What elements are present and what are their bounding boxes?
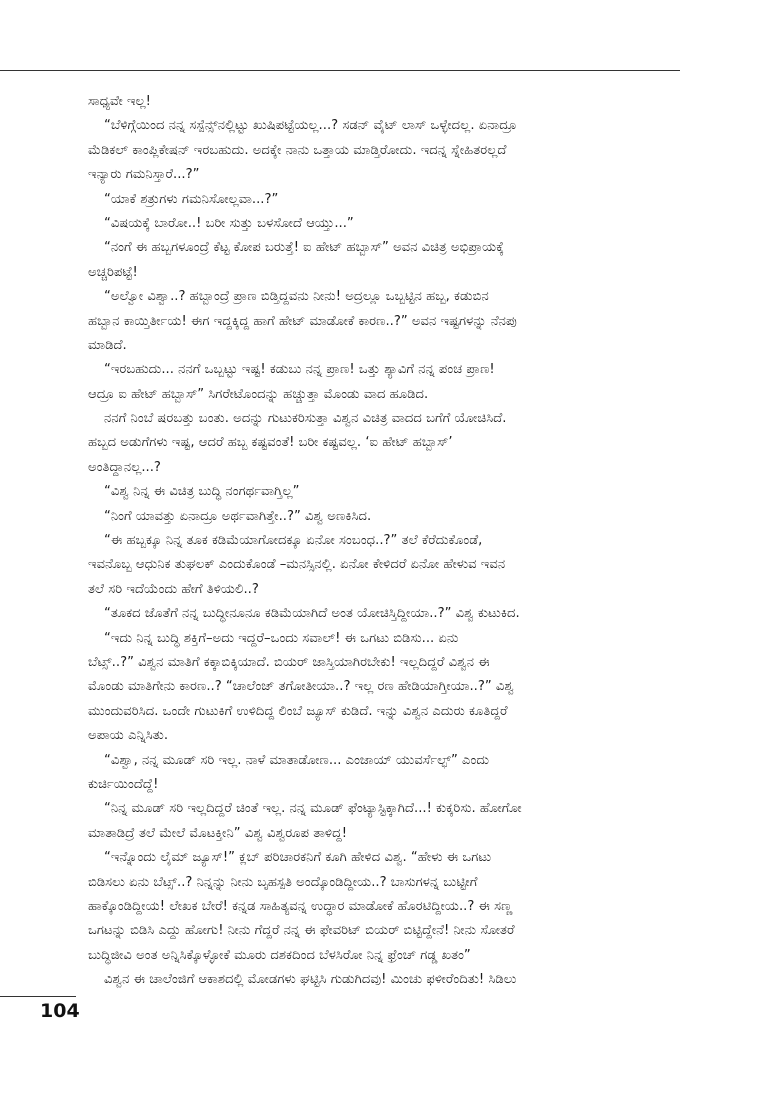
- text-line: ಅಂತಿದ್ದಾನಲ್ಲ...?: [88, 459, 161, 475]
- text-line: “ಇದು ನಿನ್ನ ಬುದ್ಧಿ ಶಕ್ತಿಗೆ–ಅದು ಇದ್ದರೆ–ಒಂದು ಸವಾಲ್! ಈ ಒಗಟು ಬಿಡಿಸು... ಏನು: [104, 630, 459, 646]
- text-line: ಅಚ್ಚರಿಪಟ್ಟೆ!: [88, 264, 138, 280]
- text-line: “ವಿಶ್ವಾ, ನನ್ನ ಮೂಡ್ ಸರಿ ಇಲ್ಲ. ನಾಳೆ ಮಾತಾಡೋಣ... ಎಂಜಾಯ್ ಯುವರ್ಸೆಲ್ಫ್” ಎಂದು: [104, 752, 490, 768]
- top-divider-rule: [0, 70, 680, 71]
- text-line: ಮೆಡಿಕಲ್ ಕಾಂಪ್ಲಿಕೇಷನ್ ಇರಬಹುದು. ಅದಕ್ಕೇ ನಾನು ಒತ್ತಾಯ ಮಾಡ್ತಿರೋದು. ಇದನ್ನ ಸ್ನೇಹಿತರಲ್ಲದೆ: [88, 142, 507, 158]
- text-line: “ನಿನ್ನ ಮೂಡ್ ಸರಿ ಇಲ್ಲದಿದ್ದರೆ ಚಿಂತೆ ಇಲ್ಲ. ನನ್ನ ಮೂಡ್ ಫೆಂಟ್ಯಾಸ್ಟಿಕ್ಕಾಗಿದೆ...! ಕುಕ್ಕರಿಸು. ಹೋಗೋ: [104, 801, 522, 817]
- text-line: ಬಿಡಿಸಲು ಏನು ಬೆಟ್ಸ್..? ನಿನ್ನನ್ನು ನೀನು ಬೃಹಸ್ಪತಿ ಅಂದ್ಕೊಂಡಿದ್ದೀಯ..? ಬಾಸುಗಳನ್ನ ಬುಟ್ಟೀಗೆ: [88, 874, 478, 890]
- text-line: “ಯಾಕೆ ಶತ್ರುಗಳು ಗಮನಿಸೋಲ್ಲವಾ...?”: [104, 191, 279, 207]
- text-line: ಇವನೊಬ್ಬ ಆಧುನಿಕ ತುಘಲಕ್ ಎಂದುಕೊಂಡೆ –ಮನಸ್ಸಿನಲ್ಲಿ. ಏನೋ ಕೇಳಿದರೆ ಏನೋ ಹೇಳುವ ಇವನ: [88, 557, 506, 573]
- text-line: ಕುರ್ಚಿಯಿಂದೆದ್ದೆ!: [88, 776, 159, 792]
- text-line: “ಬೆಳಿಗ್ಗೆಯಿಂದ ನನ್ನ ಸಸ್ಪೆನ್ಸ್‌ನಲ್ಲಿಟ್ಟು ಖುಷಿಪಟ್ಟೆಯಲ್ಲ...? ಸಡನ್ ವೈಟ್ ಲಾಸ್ ಒಳ್ಳೇದಲ್ಲ. ಏನಾದ್ರೂ: [104, 118, 517, 134]
- text-line: ವಿಶ್ವನ ಈ ಚಾಲೆಂಜಿಗೆ ಆಕಾಶದಲ್ಲಿ ಮೋಡಗಳು ಘಟ್ಟಿಸಿ ಗುಡುಗಿದವು! ಮಿಂಚು ಫಳೀರೆಂದಿತು! ಸಿಡಿಲು: [104, 972, 517, 988]
- text-line: “ಅಲ್ವೋ ವಿಶ್ವಾ..? ಹಬ್ಬಾಂದ್ರೆ ಪ್ರಾಣ ಬಿಡ್ತಿದ್ದವನು ನೀನು! ಅದ್ರಲ್ಲೂ ಒಬ್ಬಟ್ಟಿನ ಹಬ್ಬ, ಕಡುಬಿನ: [104, 289, 489, 305]
- text-line: “ನಿಂಗೆ ಯಾವತ್ತು ಏನಾದ್ರೂ ಅರ್ಥವಾಗಿತ್ತೇ..?” ವಿಶ್ವ ಅಣಕಿಸಿದ.: [104, 508, 372, 524]
- text-line: ಇನ್ಯಾರು ಗಮನಿಸ್ತಾರೆ...?”: [88, 167, 200, 183]
- page-number: 104: [40, 1000, 80, 1022]
- text-line: ಮುಂದುವರಿಸಿದ. ಒಂದೇ ಗುಟುಕಿಗೆ ಉಳಿದಿದ್ದ ಲಿಂಬೆ ಜ್ಯೂಸ್ ಕುಡಿದೆ. ಇನ್ನು ವಿಶ್ವನ ಎದುರು ಕೂತಿದ್ದರೆ: [88, 703, 508, 719]
- text-line: ಸಾಧ್ಯವೇ ಇಲ್ಲ!: [88, 94, 151, 109]
- text-line: ಬೆಟ್ಸ್..?” ವಿಶ್ವನ ಮಾತಿಗೆ ಕಕ್ಕಾಬಿಕ್ಕಿಯಾದೆ. ಬಿಯರ್ ಜಾಸ್ತಿಯಾಗಿರಬೇಕು! ಇಲ್ಲದಿದ್ದರೆ ವಿಶ್ವನ ಈ: [88, 654, 490, 670]
- text-line: “ತೂಕದ ಜೊತೆಗೆ ನನ್ನ ಬುದ್ಧೀನೂನೂ ಕಡಿಮೆಯಾಗಿದೆ ಅಂತ ಯೋಚಿಸ್ತಿದ್ದೀಯಾ..?” ವಿಶ್ವ ಕುಟುಕಿದ.: [104, 606, 520, 622]
- text-line: ಬುದ್ಧಿಜೀವಿ ಅಂತ ಅನ್ನಿಸಿಕ್ಕೊಳ್ಳೋಕೆ ಮೂರು ದಶಕದಿಂದ ಬೆಳಸಿರೋ ನಿನ್ನ ಫ್ರೆಂಚ್ ಗಡ್ಡ ಖತಂ”: [88, 947, 471, 963]
- footer-divider-rule: [0, 996, 76, 997]
- text-line: “ಈ ಹಬ್ಬಕ್ಕೂ ನಿನ್ನ ತೂಕ ಕಡಿಮೆಯಾಗೋದಕ್ಕೂ ಏನೋ ಸಂಬಂಧ..?” ತಲೆ ಕೆರೆದುಕೊಂಡೆ,: [104, 533, 483, 549]
- text-line: ಮೊಂಡು ಮಾತಿಗೇನು ಕಾರಣ..? “ಚಾಲೆಂಜ್ ತಗೋತೀಯಾ..? ಇಲ್ಲ ರಣ ಹೇಡಿಯಾಗ್ತೀಯಾ..?” ವಿಶ್ವ: [88, 679, 514, 695]
- text-line: ಆದ್ರೂ ಐ ಹೇಟ್ ಹಬ್ಬಾಸ್” ಸಿಗರೇಟೊಂದನ್ನು ಹಚ್ಚುತ್ತಾ ಮೊಂಡು ವಾದ ಹೂಡಿದ.: [88, 386, 429, 402]
- body-text-column: [88, 90, 664, 992]
- text-line: ಒಗಟನ್ನು ಬಿಡಿಸಿ ಎದ್ದು ಹೋಗು! ನೀನು ಗೆದ್ದರೆ ನನ್ನ ಈ ಫೇವರಿಟ್ ಬಿಯರ್ ಬಿಟ್ಟಿದ್ದೇನೆ! ನೀನು ಸೋತರೆ: [88, 923, 515, 939]
- text-line: ಮಾತಾಡಿದ್ರೆ ತಲೆ ಮೇಲೆ ಮೊಟಕ್ತೀನಿ” ವಿಶ್ವ ವಿಶ್ವರೂಪ ತಾಳಿದ್ದ!: [88, 825, 348, 841]
- text-line: “ನಂಗೆ ಈ ಹಬ್ಬಗಳೂಂದ್ರೆ ಕೆಟ್ಟ ಕೋಪ ಬರುತ್ತೆ! ಐ ಹೇಟ್ ಹಬ್ಬಾಸ್” ಅವನ ವಿಚಿತ್ರ ಅಭಿಪ್ರಾಯಕ್ಕೆ: [104, 240, 504, 256]
- text-line: ಹಬ್ಬದ ಅಡುಗೆಗಳು ಇಷ್ಟ, ಆದರೆ ಹಬ್ಬ ಕಷ್ಟವಂತೆ! ಬರೀ ಕಷ್ಟವಲ್ಲ. ‘ಐ ಹೇಟ್ ಹಬ್ಬಾಸ್’: [88, 435, 453, 451]
- text-line: ತಲೆ ಸರಿ ಇದೆಯೆಂದು ಹೇಗೆ ತಿಳಿಯಲಿ..?: [88, 581, 259, 597]
- text-line: ಮಾಡಿದೆ.: [88, 337, 127, 353]
- text-line: ಅಪಾಯ ಎನ್ನಿಸಿತು.: [88, 728, 169, 744]
- text-line: ಹಬ್ಬಾನ ಕಾಯ್ತಿರ್ತೀಯ! ಈಗ ಇದ್ದಕ್ಕಿದ್ದ ಹಾಗೆ ಹೇಟ್ ಮಾಡೋಕೆ ಕಾರಣ..?” ಅವನ ಇಷ್ಟಗಳನ್ನು ನೆನಪು: [88, 313, 517, 329]
- text-line: “ಇರಬಹುದು... ನನಗೆ ಒಬ್ಬಟ್ಟು ಇಷ್ಟ! ಕಡುಬು ನನ್ನ ಪ್ರಾಣ! ಒತ್ತು ಶ್ಯಾವಿಗೆ ನನ್ನ ಪಂಚ ಪ್ರಾಣ!: [104, 362, 495, 378]
- text-line: ಹಾಕ್ಕೊಂಡಿದ್ದೀಯ! ಲೇಖಕ ಬೇರೆ! ಕನ್ನಡ ಸಾಹಿತ್ಯವನ್ನ ಉದ್ಧಾರ ಮಾಡೋಕೆ ಹೊರಟಿದ್ದೀಯ..? ಈ ಸಣ್ಣ: [88, 898, 513, 914]
- text-line: “ಇನ್ನೊಂದು ಲೈಮ್ ಜ್ಯೂಸ್!” ಕ್ಲಬ್ ಪರಿಚಾರಕನಿಗೆ ಕೂಗಿ ಹೇಳಿದ ವಿಶ್ವ. “ಹೇಳು ಈ ಒಗಟು: [104, 850, 492, 866]
- text-line: “ವಿಶ್ವ ನಿನ್ನ ಈ ವಿಚಿತ್ರ ಬುದ್ಧಿ ನಂಗರ್ಥವಾಗ್ತಿಲ್ಲ”: [104, 484, 300, 500]
- text-line: “ವಿಷಯಕ್ಕೆ ಬಾರೋ..! ಬರೀ ಸುತ್ತು ಬಳಸೋದೆ ಆಯ್ತು...”: [104, 215, 354, 231]
- text-line: ನನಗೆ ನಿಂಬೆ ಷರಬತ್ತು ಬಂತು. ಅದನ್ನು ಗುಟುಕರಿಸುತ್ತಾ ವಿಶ್ವನ ವಿಚಿತ್ರ ವಾದದ ಬಗೆಗೆ ಯೋಚಿಸಿದೆ.: [104, 411, 507, 427]
